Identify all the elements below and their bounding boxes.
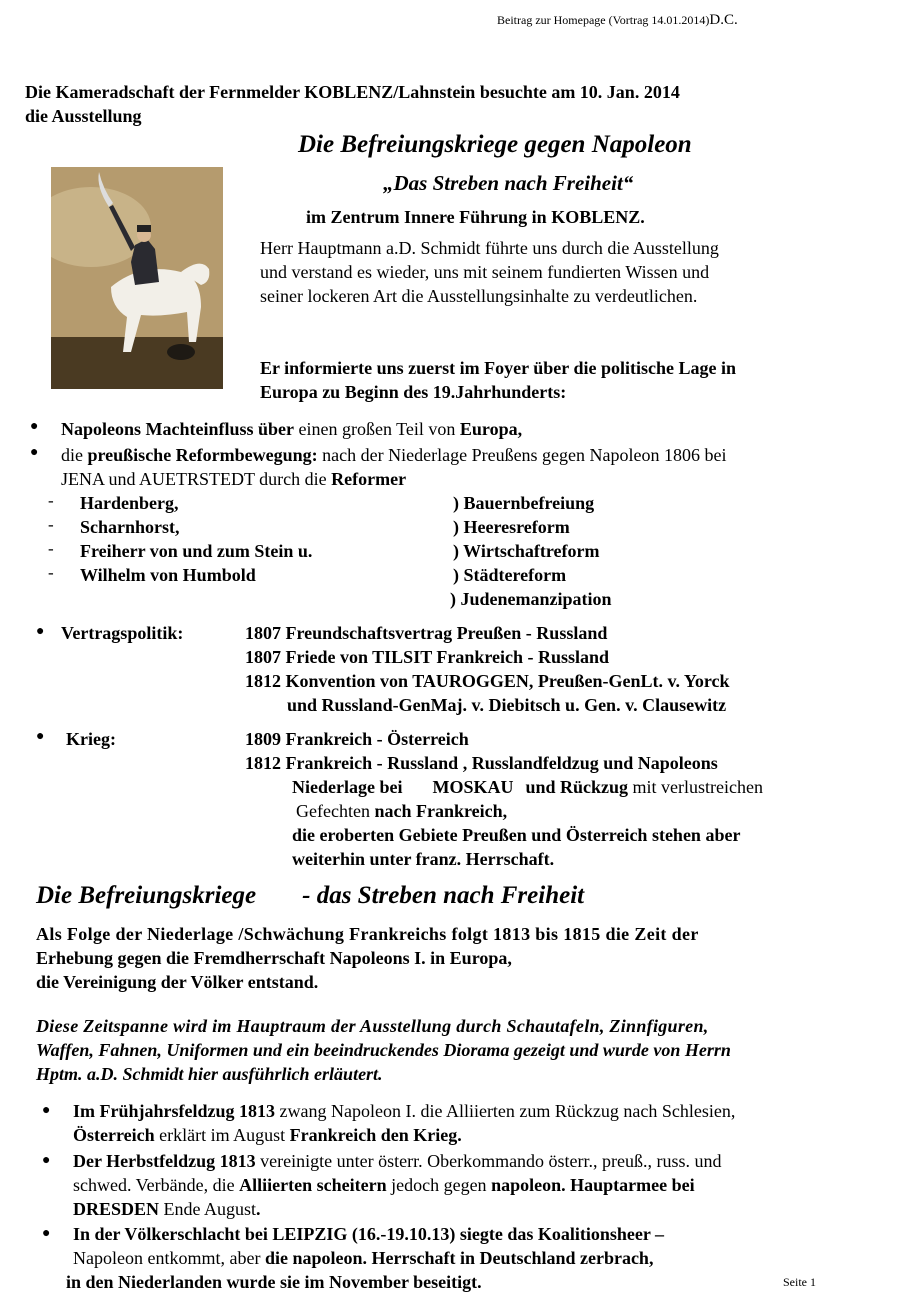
- bullet-napoleon-influence: [61, 417, 522, 441]
- reformer-name: Wilhelm von Humbold: [80, 565, 256, 585]
- foyer-line-2: Europa zu Beginn des 19.Jahrhunderts:: [260, 382, 567, 402]
- section-paragraph-line: Erhebung gegen die Fremdherrschaft Napoleons I. in Europa,: [36, 948, 512, 968]
- normal-text: zwang Napoleon I. die Alliierten zum Rückzug nach Schlesien,: [275, 1101, 736, 1121]
- section-title-part-b: - das Streben nach Freiheit: [302, 882, 585, 909]
- guide-line-3: seiner lockeren Art die Ausstellungsinhalte zu verdeutlichen.: [260, 286, 698, 306]
- bold-text: Im Frühjahrsfeldzug 1813: [73, 1101, 275, 1121]
- dash-marker: -: [48, 563, 54, 582]
- bullet-dot: ●: [36, 624, 45, 639]
- header-note: [497, 12, 738, 28]
- foyer-line-1: Er informierte uns zuerst im Foyer über die politische Lage in: [260, 358, 736, 378]
- normal-text: Gefechten: [296, 801, 375, 821]
- dash-marker: -: [48, 515, 54, 534]
- page-number: Seite 1: [783, 1275, 816, 1289]
- war-label: Krieg:: [66, 729, 116, 749]
- bullet-dot: ●: [42, 1103, 51, 1118]
- treaty-line: 1807 Freundschaftsvertrag Preußen - Russland: [245, 623, 608, 643]
- bold-text: DRESDEN: [73, 1199, 160, 1219]
- section-paragraph-line: Als Folge der Niederlage /Schwächung Frankreichs folgt 1813 bis 1815 die Zeit der: [36, 924, 699, 944]
- war-line: [292, 775, 763, 799]
- section-paragraph-line: die Vereinigung der Völker entstand.: [36, 972, 319, 992]
- bold-text: MOSKAU: [432, 777, 514, 797]
- bold-text: die napoleon. Herrschaft in Deutschland zerbrach,: [264, 1248, 654, 1268]
- normal-text: die: [61, 445, 88, 465]
- reformer-name: Freiherr von und zum Stein u.: [80, 541, 313, 561]
- napoleon-painting: [51, 167, 223, 389]
- bold-text: Frankreich den Krieg.: [289, 1125, 462, 1145]
- bold-text: Alliierten scheitern: [239, 1175, 387, 1195]
- treaty-line: 1812 Konvention von TAUROGGEN, Preußen-GenLt. v. Yorck: [245, 671, 730, 691]
- bold-text: Reformer: [331, 469, 407, 489]
- normal-text: schwed. Verbände, die: [73, 1175, 240, 1195]
- campaign-autumn-line-2: [73, 1173, 695, 1197]
- reform-label-extra: ) Judenemanzipation: [450, 589, 612, 609]
- normal-text: jedoch gegen: [386, 1175, 492, 1195]
- treaties-label: Vertragspolitik:: [61, 623, 184, 643]
- campaign-autumn-line-1: [73, 1149, 722, 1173]
- bullet-dot: ●: [42, 1153, 51, 1168]
- reformer-name: Scharnhorst,: [80, 517, 180, 537]
- campaign-spring-line-2: [73, 1123, 462, 1147]
- exhibition-title: Die Befreiungskriege gegen Napoleon: [298, 131, 692, 158]
- campaign-autumn-line-3: [73, 1197, 261, 1221]
- guide-line-1: Herr Hauptmann a.D. Schmidt führte uns durch die Ausstellung: [260, 238, 719, 258]
- normal-text: vereinigte unter österr. Oberkommando österr., preuß., russ. und: [255, 1151, 722, 1171]
- normal-text: Ende August: [159, 1199, 257, 1219]
- italic-paragraph-line: Diese Zeitspanne wird im Hauptraum der Ausstellung durch Schautafeln, Zinnfiguren,: [36, 1016, 709, 1036]
- reform-label: ) Bauernbefreiung: [453, 493, 595, 513]
- bullet-dot: ●: [30, 445, 39, 460]
- italic-paragraph-line: Hptm. a.D. Schmidt hier ausführlich erläutert.: [36, 1064, 383, 1084]
- treaty-line: 1807 Friede von TILSIT Frankreich - Russland: [245, 647, 610, 667]
- campaign-spring-line-1: [73, 1099, 735, 1123]
- bullet-reform-movement-line-2: [61, 467, 406, 491]
- normal-text: Napoleon entkommt, aber: [73, 1248, 265, 1268]
- war-line: 1812 Frankreich - Russland , Russlandfeldzug und Napoleons: [245, 753, 718, 773]
- bold-text: Napoleons Machteinfluss über: [61, 419, 295, 439]
- section-title-part-a: Die Befreiungskriege: [36, 882, 257, 909]
- reformer-name: Hardenberg,: [80, 493, 179, 513]
- header-note-text: Beitrag zur Homepage (Vortrag 14.01.2014): [497, 13, 710, 27]
- bold-text: Der Herbstfeldzug 1813: [73, 1151, 256, 1171]
- normal-text: einen großen Teil von: [294, 419, 460, 439]
- bullet-dot: ●: [30, 419, 39, 434]
- header-initials: D.C.: [709, 12, 738, 28]
- war-line: 1809 Frankreich - Österreich: [245, 729, 469, 749]
- intro-line-2: die Ausstellung: [25, 106, 142, 126]
- section-title: [36, 880, 584, 912]
- bold-text: napoleon. Hauptarmee bei: [491, 1175, 695, 1195]
- reform-label: ) Heeresreform: [453, 517, 570, 537]
- dash-marker: -: [48, 491, 54, 510]
- guide-line-2: und verstand es wieder, uns mit seinem fundierten Wissen und: [260, 262, 710, 282]
- bullet-dot: ●: [42, 1226, 51, 1241]
- italic-paragraph-line: Waffen, Fahnen, Uniformen und ein beeindruckendes Diorama gezeigt und wurde von Herrn: [36, 1040, 731, 1060]
- war-line: die eroberten Gebiete Preußen und Österreich stehen aber: [292, 825, 741, 845]
- bold-text: .: [256, 1199, 261, 1219]
- dash-marker: -: [48, 539, 54, 558]
- campaign-leipzig-line-1: In der Völkerschlacht bei LEIPZIG (16.-19.10.13) siegte das Koalitionsheer –: [73, 1224, 665, 1244]
- reform-label: ) Wirtschaftreform: [453, 541, 600, 561]
- war-line: weiterhin unter franz. Herrschaft.: [292, 849, 555, 869]
- bold-text: nach Frankreich,: [374, 801, 508, 821]
- intro-line-1: Die Kameradschaft der Fernmelder KOBLENZ/Lahnstein besuchte am 10. Jan. 2014: [25, 82, 680, 102]
- bold-text: preußische Reformbewegung:: [87, 445, 318, 465]
- normal-text: mit verlustreichen: [628, 777, 763, 797]
- bold-text: und Rückzug: [525, 777, 629, 797]
- bold-text: Niederlage bei: [292, 777, 403, 797]
- bullet-reform-movement: [61, 443, 727, 467]
- bold-text: Europa,: [459, 419, 523, 439]
- reform-label: ) Städtereform: [453, 565, 567, 585]
- treaty-line: und Russland-GenMaj. v. Diebitsch u. Gen. v. Clausewitz: [287, 695, 727, 715]
- normal-text: erklärt im August: [154, 1125, 290, 1145]
- normal-text: nach der Niederlage Preußens gegen Napoleon 1806 bei: [317, 445, 727, 465]
- bullet-dot: ●: [36, 729, 45, 744]
- campaign-leipzig-line-3: in den Niederlanden wurde sie im November beseitigt.: [66, 1272, 482, 1292]
- exhibition-location: im Zentrum Innere Führung in KOBLENZ.: [306, 207, 645, 227]
- campaign-leipzig-line-2: [73, 1246, 653, 1270]
- normal-text: JENA und AUETRSTEDT durch die: [61, 469, 332, 489]
- exhibition-subtitle: „Das Streben nach Freiheit“: [383, 171, 634, 195]
- rider-on-horse-image: [51, 167, 223, 389]
- bold-text: Österreich: [73, 1125, 155, 1145]
- war-line: [296, 799, 507, 823]
